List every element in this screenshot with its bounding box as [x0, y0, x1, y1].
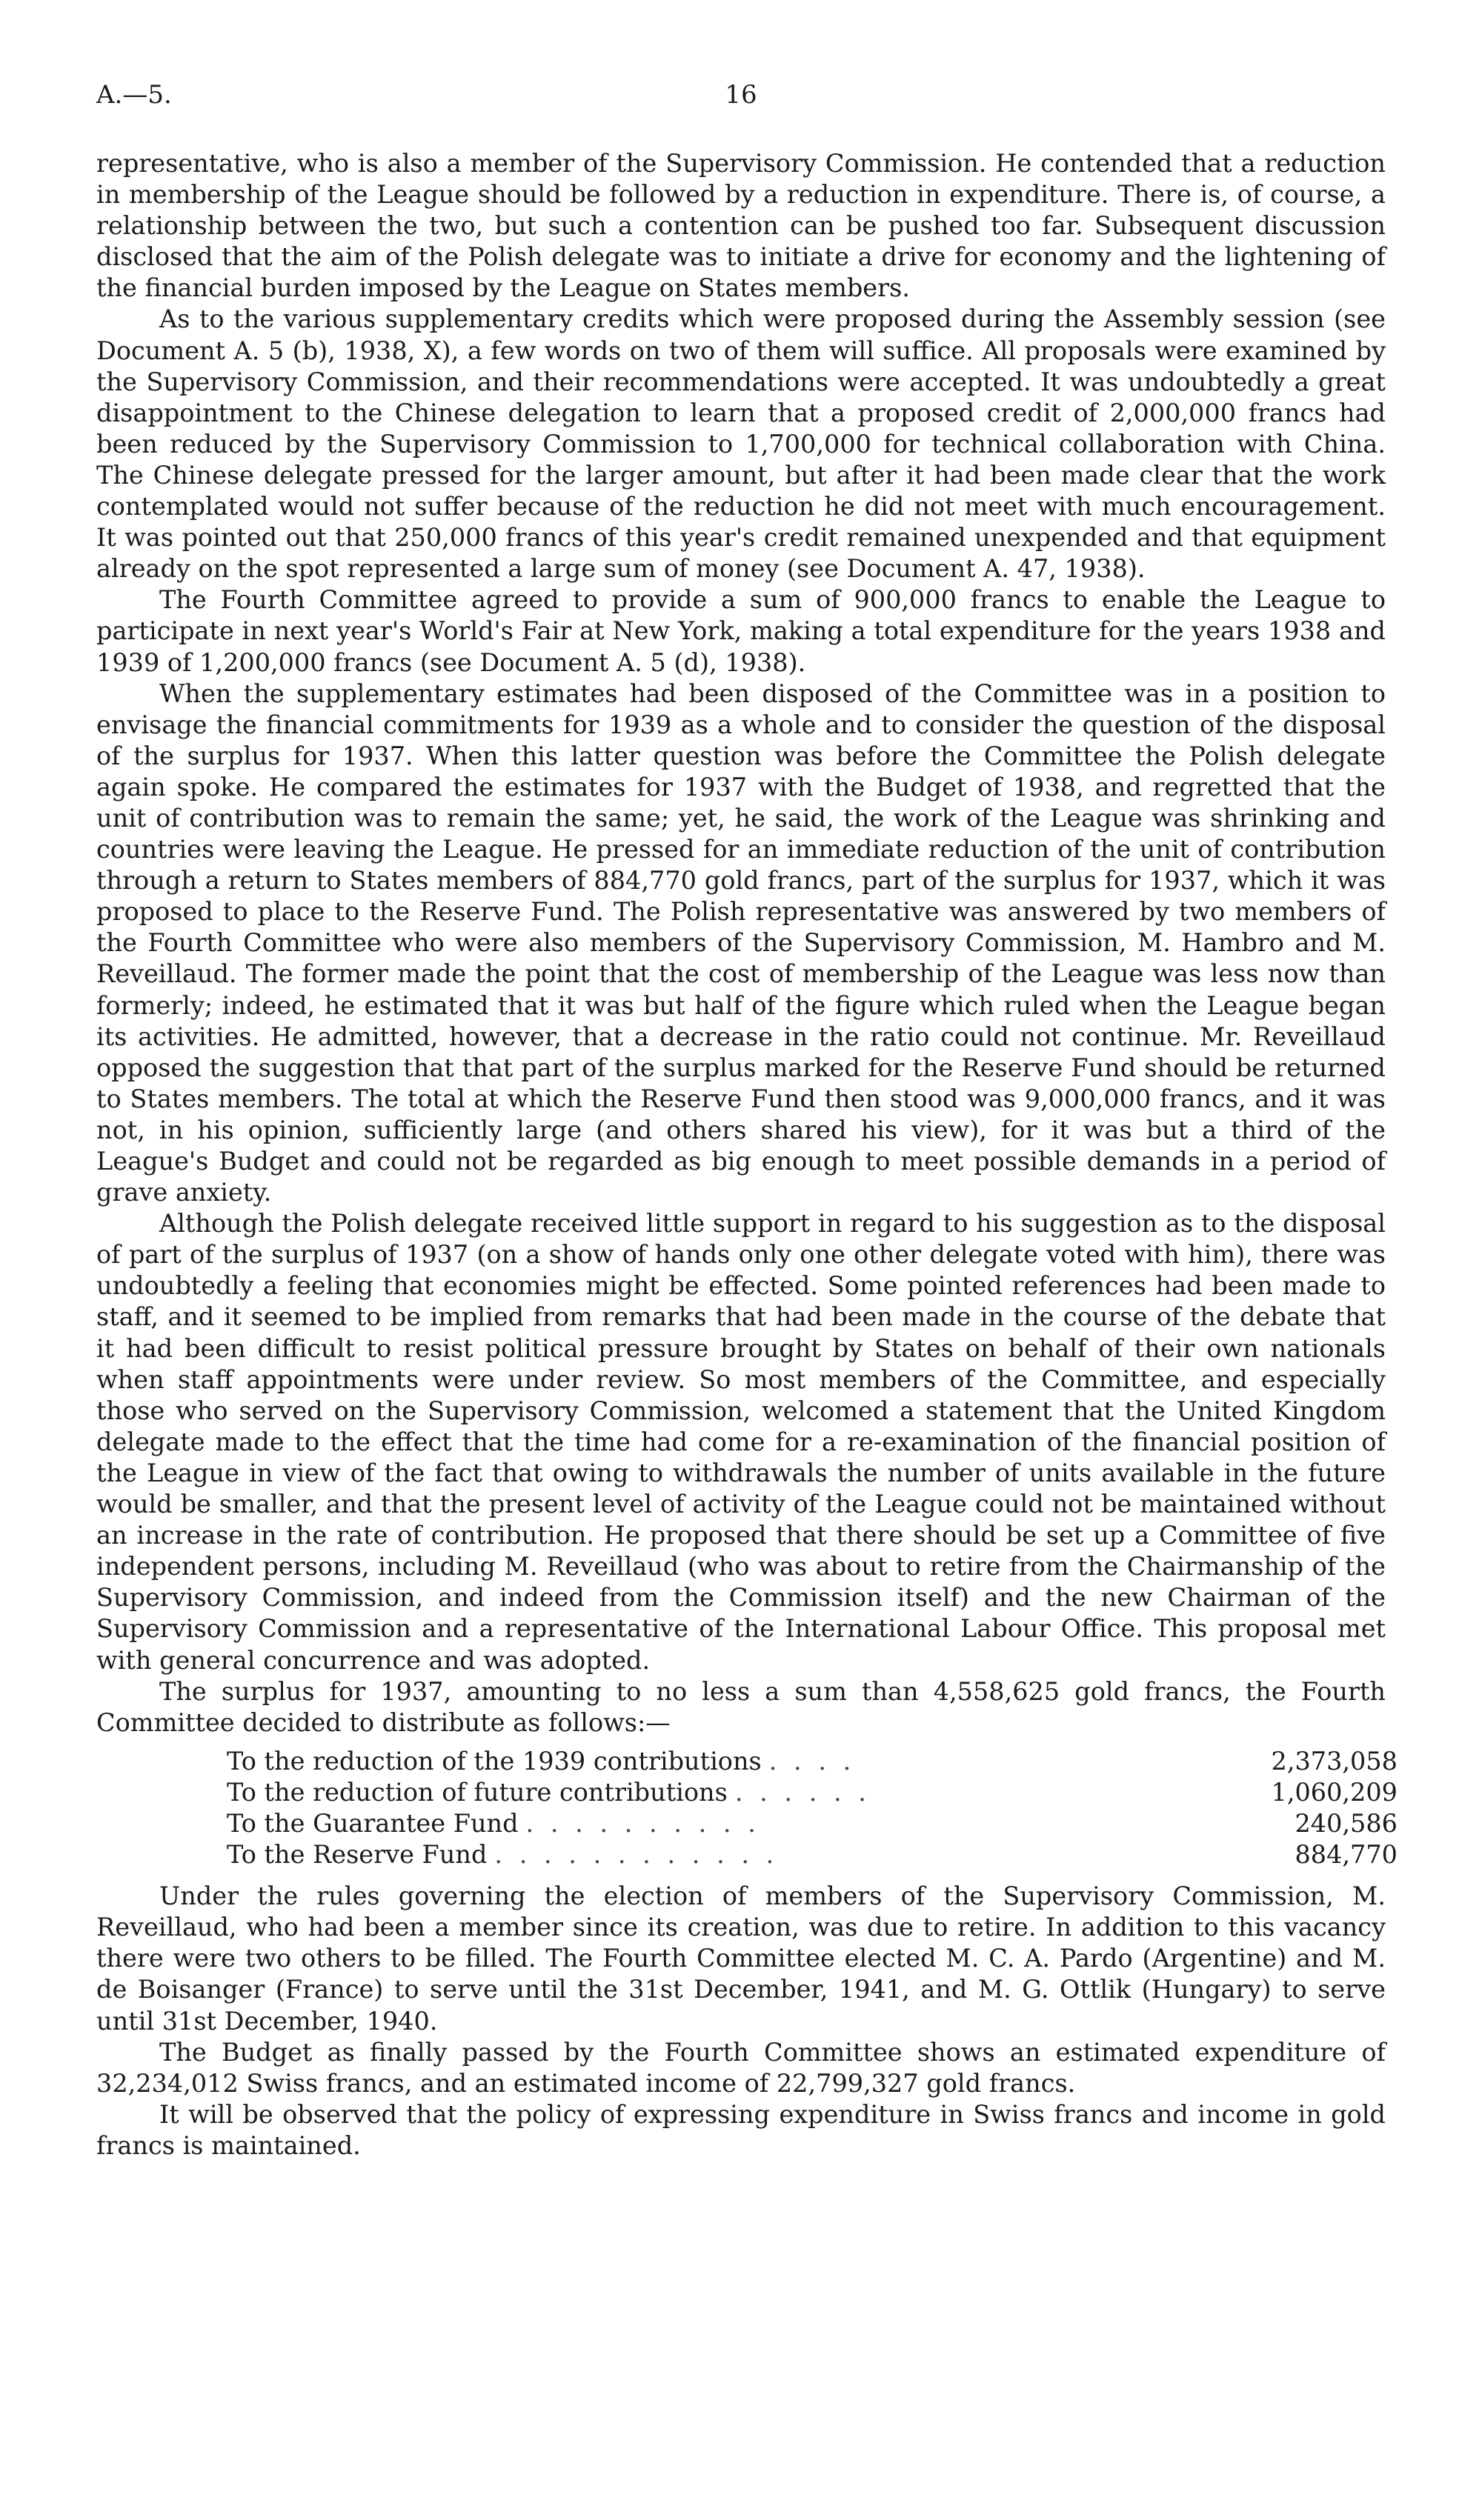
dot-leader: . . . .	[768, 1746, 856, 1776]
table-row	[227, 1839, 1397, 1870]
distribution-amount: 2,373,058	[1271, 1746, 1397, 1776]
page-header	[96, 80, 1386, 117]
document-reference: A.—5.	[96, 80, 172, 110]
distribution-amount: 1,060,209	[1271, 1777, 1397, 1807]
paragraph-3: The Fourth Committee agreed to provide a sum of 900,000 francs to enable the League to participate in next year's World's Fair at New York, making a total expenditure for the years 1938 and 1939 of 1,200,000 francs (see Document A. 5 (d), 1938).	[96, 585, 1386, 677]
paragraph-6: The surplus for 1937, amounting to no less a sum than 4,558,625 gold francs, the Fourth Committee decided to distribute as follows:—	[96, 1676, 1386, 1737]
distribution-label: To the reduction of the 1939 contributions . . . .	[227, 1746, 856, 1776]
paragraph-8: The Budget as finally passed by the Fourth Committee shows an estimated expenditure of 32,234,012 Swiss francs, and an estimated income of 22,799,327 gold francs.	[96, 2037, 1386, 2098]
dot-leader: . . . . . . . . . . . .	[494, 1840, 779, 1870]
dot-leader: . . . . . . . . . .	[525, 1808, 760, 1838]
table-row	[227, 1808, 1397, 1839]
body-text	[96, 148, 1397, 2161]
distribution-label: To the reduction of future contributions . . . . . .	[227, 1777, 871, 1807]
paragraph-4: When the supplementary estimates had been disposed of the Committee was in a position to envisage the financial commitments for 1939 as a whole and to consider the question of the disposal of the surplus for 1937. When this latter question was before the Committee the Polish delegate again spoke. He compared the estimates for 1937 with the Budget of 1938, and regretted that the unit of contribution was to remain the same; yet, he said, the work of the League was shrinking and countries were leaving the League. He pressed for an immediate reduction of the unit of contribution through a return to States members of 884,770 gold francs, part of the surplus for 1937, which it was proposed to place to the Reserve Fund. The Polish representative was answered by two members of the Fourth Committee who were also members of the Supervisory Commission, M. Hambro and M. Reveillaud. The former made the point that the cost of membership of the League was less now than formerly; indeed, he estimated that it was but half of the figure which ruled when the League began its activities. He admitted, however, that a decrease in the ratio could not continue. Mr. Reveillaud opposed the suggestion that that part of the surplus marked for the Reserve Fund should be returned to States members. The total at which the Reserve Fund then stood was 9,000,000 francs, and it was not, in his opinion, sufficiently large (and others shared his view), for it was but a third of the League's Budget and could not be regarded as big enough to meet possible demands in a period of grave anxiety.	[96, 679, 1386, 1207]
paragraph-1: representative, who is also a member of the Supervisory Commission. He contended that a reduction in membership of the League should be followed by a reduction in expenditure. There is, of course, a relationship between the two, but such a contention can be pushed too far. Subsequent discussion disclosed that the aim of the Polish delegate was to initiate a drive for economy and the lightening of the financial burden imposed by the League on States members.	[96, 149, 1386, 303]
paragraph-7: Under the rules governing the election of members of the Supervisory Commission, M. Reveillaud, who had been a member since its creation, was due to retire. In addition to this vacancy there were two others to be filled. The Fourth Committee elected M. C. A. Pardo (Argentine) and M. de Boisanger (France) to serve until the 31st December, 1941, and M. G. Ottlik (Hungary) to serve until 31st December, 1940.	[96, 1881, 1386, 2036]
distribution-amount: 884,770	[1294, 1840, 1397, 1870]
table-row	[227, 1777, 1397, 1808]
table-row	[227, 1746, 1397, 1777]
distribution-label: To the Reserve Fund . . . . . . . . . . . .	[227, 1840, 779, 1870]
paragraph-2: As to the various supplementary credits which were proposed during the Assembly session (see Document A. 5 (b), 1938, X), a few words on two of them will suffice. All proposals were examined by the Supervisory Commission, and their recommendations were accepted. It was undoubtedly a great disappointment to the Chinese delegation to learn that a proposed credit of 2,000,000 francs had been reduced by the Supervisory Commission to 1,700,000 for technical collaboration with China. The Chinese delegate pressed for the larger amount, but after it had been made clear that the work contemplated would not suffer because of the reduction he did not meet with much encouragement. It was pointed out that 250,000 francs of this year's credit remained unexpended and that equipment already on the spot represented a large sum of money (see Document A. 47, 1938).	[96, 304, 1386, 584]
page-number: 16	[725, 80, 757, 110]
distribution-amount: 240,586	[1294, 1808, 1397, 1838]
surplus-distribution-table	[227, 1746, 1397, 1870]
paragraph-5: Although the Polish delegate received little support in regard to his suggestion as to the disposal of part of the surplus of 1937 (on a show of hands only one other delegate voted with him), there was undoubtedly a feeling that economies might be effected. Some pointed references had been made to staff, and it seemed to be implied from remarks that had been made in the course of the debate that it had been difficult to resist political pressure brought by States on behalf of their own nationals when staff appointments were under review. So most members of the Committee, and especially those who served on the Supervisory Commission, welcomed a statement that the United Kingdom delegate made to the effect that the time had come for a re-examination of the financial position of the League in view of the fact that owing to withdrawals the number of units available in the future would be smaller, and that the present level of activity of the League could not be maintained without an increase in the rate of contribution. He proposed that there should be set up a Committee of five independent persons, including M. Reveillaud (who was about to retire from the Chairmanship of the Supervisory Commission, and indeed from the Commission itself) and the new Chairman of the Supervisory Commission and a representative of the International Labour Office. This proposal met with general concurrence and was adopted.	[96, 1209, 1386, 1675]
paragraph-9: It will be observed that the policy of expressing expenditure in Swiss francs and income in gold francs is maintained.	[96, 2099, 1386, 2160]
distribution-label: To the Guarantee Fund . . . . . . . . . .	[227, 1808, 760, 1838]
dot-leader: . . . . . .	[734, 1777, 871, 1807]
